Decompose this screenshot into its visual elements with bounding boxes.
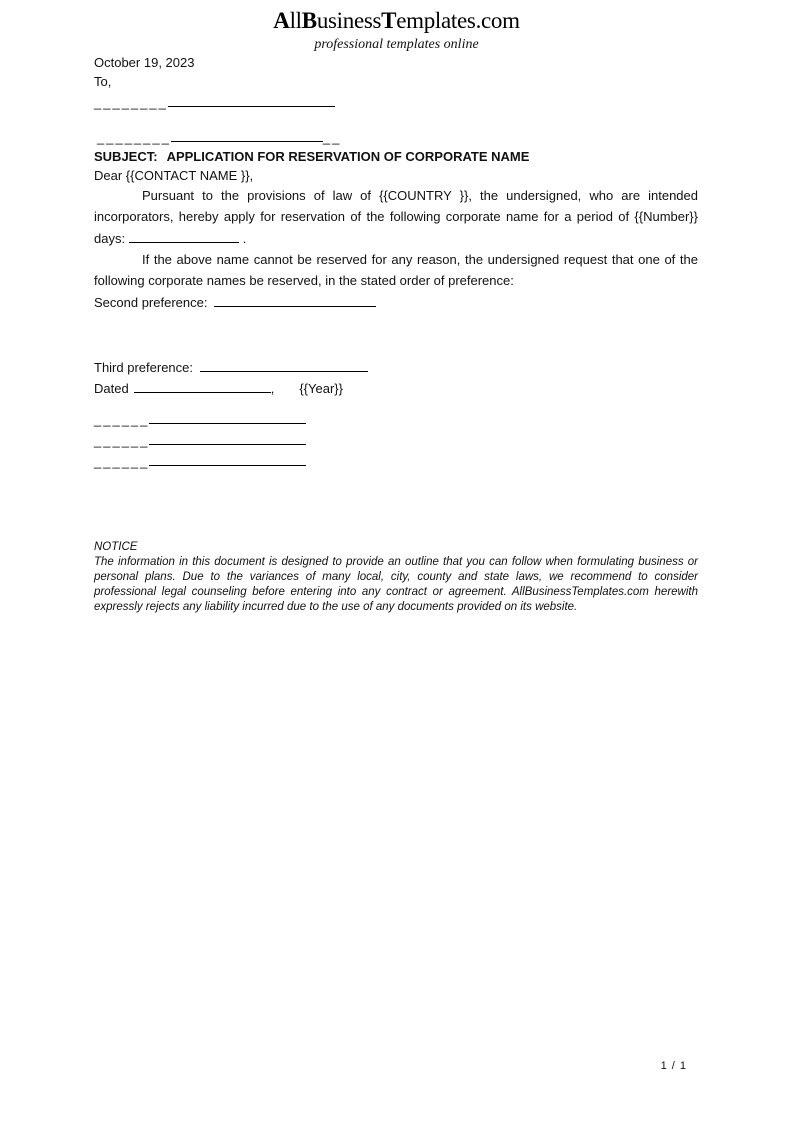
signature-blank-line-1 bbox=[94, 408, 698, 429]
notice-body: The information in this document is designed to provide an outline that you can follow when formulating business or personal plans. Due to the variances of many local, city, county and state laws, we recommend to consider professional legal counseling before entering into any contract or agreement. AllBusinessTemplates.com herewith expressly rejects any liability incurred due to the use of any documents provided on its website. bbox=[94, 556, 698, 613]
third-preference-blank-line bbox=[200, 356, 368, 372]
subject-line bbox=[94, 147, 698, 166]
logo-segment: usiness bbox=[316, 8, 382, 33]
paragraph-1 bbox=[94, 185, 698, 249]
notice-section bbox=[94, 540, 698, 615]
blank-line-rule bbox=[168, 91, 335, 107]
letter-date: October 19, 2023 bbox=[94, 55, 195, 70]
recipient-blank-line-2 bbox=[97, 126, 698, 147]
recipient-blank-line-1 bbox=[94, 91, 698, 112]
notice-title: NOTICE bbox=[94, 541, 138, 553]
paragraph-2 bbox=[94, 249, 698, 291]
blank-line-dashes: ________ bbox=[94, 95, 168, 110]
logo-segment: ll bbox=[289, 8, 302, 33]
logo-segment: T bbox=[381, 8, 397, 33]
subject-label: SUBJECT: bbox=[94, 149, 158, 164]
blank-line-rule bbox=[149, 429, 306, 445]
brand-logo bbox=[0, 8, 793, 34]
signature-blank-line-3 bbox=[94, 450, 698, 471]
blank-line-dashes: ______ bbox=[94, 433, 150, 448]
brand-tagline: professional templates online bbox=[314, 37, 479, 52]
blank-line-dashes: ________ bbox=[97, 130, 171, 145]
third-preference-row bbox=[94, 356, 698, 377]
third-preference-label: Third preference: bbox=[94, 360, 193, 375]
dated-blank-line bbox=[134, 377, 271, 393]
dated-row bbox=[94, 377, 698, 398]
second-preference-label: Second preference: bbox=[94, 295, 208, 310]
to-label: To, bbox=[94, 74, 112, 89]
signature-blank-line-2 bbox=[94, 429, 698, 450]
blank-line-rule bbox=[171, 126, 323, 142]
blank-line-rule bbox=[149, 450, 306, 466]
paragraph-1-text: Pursuant to the provisions of law of {{COUNTRY }}, the undersigned, who are intended incorporators, hereby apply for reservation of the following corporate name for a period of {{Number}} days: bbox=[94, 188, 698, 246]
subject-text: APPLICATION FOR RESERVATION OF CORPORATE NAME bbox=[166, 149, 530, 164]
logo-segment: B bbox=[301, 8, 317, 33]
blank-line-dashes: ______ bbox=[94, 412, 150, 427]
logo-segment: emplates.com bbox=[396, 8, 520, 33]
letter-body bbox=[94, 53, 698, 615]
paragraph-2-text: If the above name cannot be reserved for any reason, the undersigned request that one of the following corporate names be reserved, in the stated order of preference: bbox=[94, 252, 698, 288]
second-preference-blank-line bbox=[214, 291, 376, 307]
dated-label: Dated bbox=[94, 381, 129, 396]
page-number: 1 / 1 bbox=[660, 1060, 687, 1072]
days-blank-line bbox=[129, 227, 239, 243]
second-preference-row bbox=[94, 291, 698, 312]
blank-line-rule bbox=[149, 408, 306, 424]
document-header bbox=[0, 0, 793, 53]
paragraph-1-period: . bbox=[242, 231, 247, 246]
year-placeholder: {{Year}} bbox=[299, 381, 343, 396]
blank-line-dashes: __ bbox=[322, 130, 342, 145]
blank-line-dashes: ______ bbox=[94, 454, 150, 469]
logo-segment: A bbox=[273, 8, 290, 33]
dated-comma: , bbox=[270, 381, 275, 396]
salutation: Dear {{CONTACT NAME }}, bbox=[94, 168, 254, 183]
